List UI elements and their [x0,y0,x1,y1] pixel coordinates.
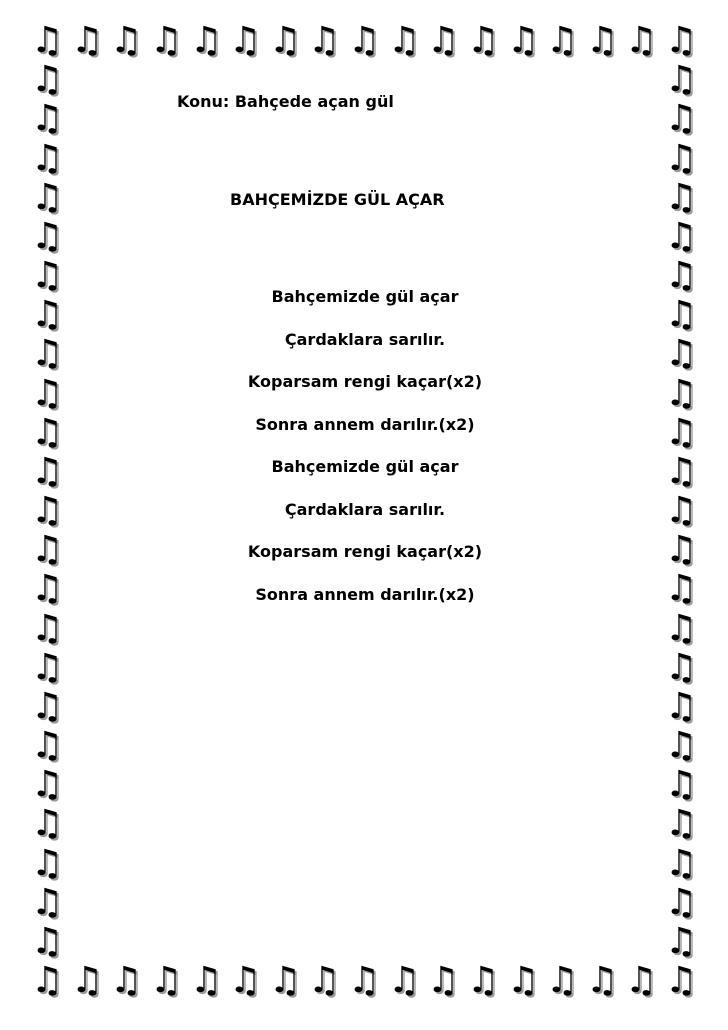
music-note-icon: ♫ [30,138,64,179]
music-note-icon: ♫ [30,529,64,570]
music-note-icon: ♫ [268,960,302,1001]
music-note-icon: ♫ [149,20,183,61]
lyrics-block [210,282,520,622]
music-note-icon: ♫ [664,59,698,100]
music-note-icon: ♫ [664,568,698,609]
music-note-icon: ♫ [30,647,64,688]
music-note-icon: ♫ [30,490,64,531]
music-note-icon: ♫ [30,764,64,805]
music-note-icon: ♫ [30,568,64,609]
music-note-icon: ♫ [30,608,64,649]
music-note-icon: ♫ [545,960,579,1001]
music-note-icon: ♫ [30,333,64,374]
lyric-line: Sonra annem darılır.(x2) [255,584,475,604]
music-note-icon: ♫ [307,960,341,1001]
music-note-icon: ♫ [585,960,619,1001]
music-note-icon: ♫ [664,725,698,766]
music-note-icon: ♫ [387,20,421,61]
music-note-icon: ♫ [70,20,104,61]
music-note-icon: ♫ [664,412,698,453]
music-note-icon: ♫ [664,686,698,727]
music-note-icon: ♫ [664,490,698,531]
music-note-icon: ♫ [30,882,64,923]
music-note-icon: ♫ [30,177,64,218]
music-note-icon: ♫ [664,960,698,1001]
music-note-icon: ♫ [664,529,698,570]
music-note-icon: ♫ [149,960,183,1001]
lyric-line: Koparsam rengi kaçar(x2) [247,542,483,561]
music-note-icon: ♫ [664,647,698,688]
lyric-line: Sonra annem darılır.(x2) [255,414,475,434]
music-note-icon: ♫ [387,960,421,1001]
music-note-icon: ♫ [664,138,698,179]
music-note-icon: ♫ [109,20,143,61]
music-note-icon: ♫ [30,59,64,100]
lyric-line: Bahçemizde gül açar [271,457,459,476]
music-note-icon: ♫ [624,20,658,61]
music-note-icon: ♫ [664,451,698,492]
music-note-icon: ♫ [189,960,223,1001]
music-note-icon: ♫ [347,20,381,61]
music-note-icon: ♫ [466,20,500,61]
lyric-line: Koparsam rengi kaçar(x2) [247,372,483,391]
music-note-icon: ♫ [466,960,500,1001]
music-note-icon: ♫ [30,255,64,296]
music-note-icon: ♫ [545,20,579,61]
music-note-icon: ♫ [664,294,698,335]
music-note-icon: ♫ [426,20,460,61]
music-note-icon: ♫ [30,412,64,453]
music-note-icon: ♫ [30,843,64,884]
music-note-icon: ♫ [30,98,64,139]
music-note-icon: ♫ [506,20,540,61]
music-note-icon: ♫ [228,960,262,1001]
music-note-icon: ♫ [30,294,64,335]
music-note-icon: ♫ [30,373,64,414]
music-note-icon: ♫ [664,255,698,296]
music-note-icon: ♫ [664,764,698,805]
music-note-icon: ♫ [30,20,64,61]
music-note-icon: ♫ [426,960,460,1001]
music-note-icon: ♫ [664,216,698,257]
music-note-icon: ♫ [109,960,143,1001]
music-note-icon: ♫ [30,960,64,1001]
music-note-icon: ♫ [664,843,698,884]
music-note-icon: ♫ [307,20,341,61]
music-note-icon: ♫ [30,725,64,766]
music-note-icon: ♫ [189,20,223,61]
music-note-icon: ♫ [664,373,698,414]
music-note-icon: ♫ [664,98,698,139]
music-note-icon: ♫ [268,20,302,61]
music-note-icon: ♫ [30,686,64,727]
music-note-icon: ♫ [70,960,104,1001]
music-note-icon: ♫ [30,921,64,962]
music-note-icon: ♫ [347,960,381,1001]
music-note-icon: ♫ [506,960,540,1001]
topic-heading: Konu: Bahçede açan gül [177,92,394,111]
music-note-icon: ♫ [624,960,658,1001]
lyric-line: Çardaklara sarılır. [284,329,446,349]
music-note-icon: ♫ [664,803,698,844]
music-note-icon: ♫ [585,20,619,61]
music-note-icon: ♫ [664,882,698,923]
music-note-icon: ♫ [664,921,698,962]
music-note-icon: ♫ [664,177,698,218]
music-note-icon: ♫ [664,333,698,374]
music-note-icon: ♫ [30,216,64,257]
lyric-line: Çardaklara sarılır. [284,499,446,519]
music-note-icon: ♫ [664,608,698,649]
music-note-icon: ♫ [30,451,64,492]
lyric-line: Bahçemizde gül açar [271,287,459,306]
song-title: BAHÇEMİZDE GÜL AÇAR [230,190,445,209]
music-note-icon: ♫ [228,20,262,61]
music-note-icon: ♫ [664,20,698,61]
music-note-icon: ♫ [30,803,64,844]
